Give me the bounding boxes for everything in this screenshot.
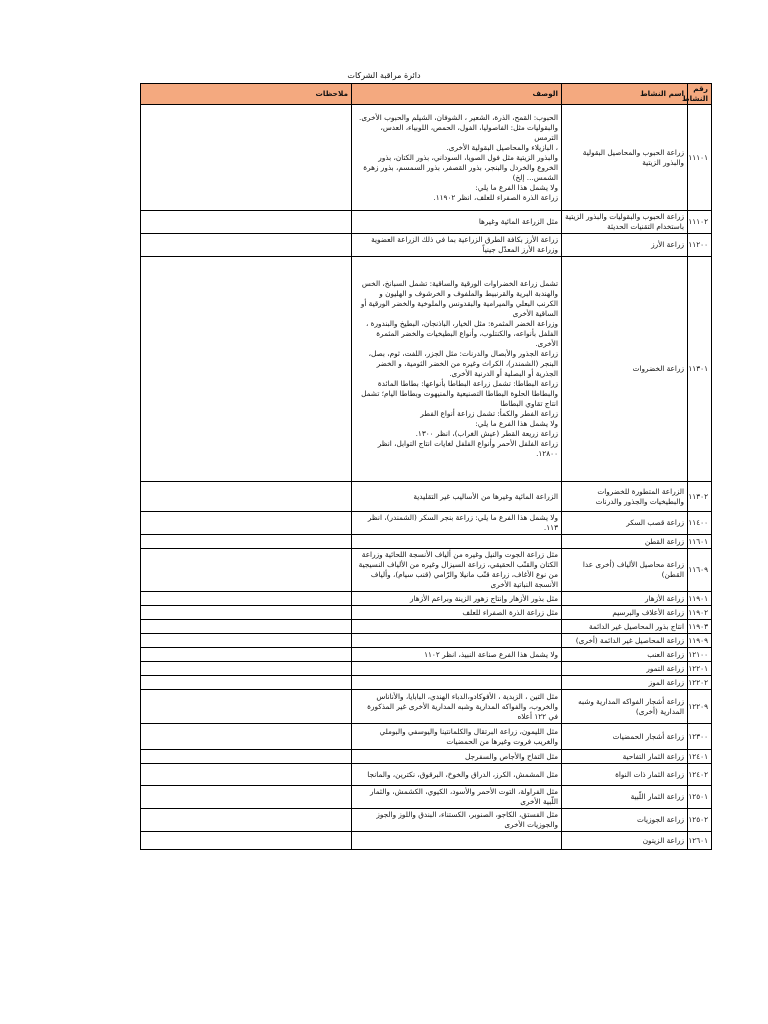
activity-name: زراعة الأعلاف والبرسيم — [562, 606, 688, 620]
activity-name: زراعة الجوزيات — [562, 809, 688, 832]
table-row — [141, 234, 712, 257]
activity-name: زراعة التمور — [562, 662, 688, 676]
description-line: مثل المشمش، الكرز، الدراق والخوخ، البرقوق، نكترين، والمانجا — [367, 769, 558, 779]
activity-code: ١٢٢٠٢ — [688, 676, 712, 690]
table-row — [141, 662, 712, 676]
activity-code: ١٢٥٠٢ — [688, 809, 712, 832]
description-line: الخروع والخردل والبنجر، بذور القصفر، بذور السمسم، بذور زهرة — [363, 162, 558, 172]
description-line: الحبوب: القمح، الذرة، الشعير ، الشوفان، الشيلم والحبوب الأخرى. — [359, 112, 558, 122]
activity-code: ١٢٦٠١ — [688, 832, 712, 850]
activity-name: زراعة قصب السكر — [562, 512, 688, 535]
description-line: مثل زراعة الذرة الصفراء للعلف — [462, 607, 558, 617]
description-line: ولا يشمل هذا الفرع ما يلي: زراعة بنجر السكر (الشمندر)، انظر — [367, 513, 558, 522]
activity-name: انتاج بذور المحاصيل غير الدائمة — [562, 620, 688, 634]
description-line: مثل التفاح والأجاص والسفرجل — [465, 751, 558, 761]
table-row — [141, 606, 712, 620]
activity-description — [352, 549, 562, 592]
description-line: تشمل زراعة الخضراوات الورقية والساقية: تشمل السبانخ، الخس — [361, 279, 558, 288]
description-line: ولا يشمل هذا الفرع صناعة النبيذ، انظر ١١٠٢ — [424, 649, 558, 659]
activity-description — [352, 690, 562, 724]
activity-description — [352, 535, 562, 549]
description-line: الكرنب البعلي والميرامية والبقدونس والملوخية والخضر الورقية أو — [360, 299, 558, 308]
activity-notes — [141, 257, 352, 482]
table-row — [141, 676, 712, 690]
description-line: والخروب، والفواكه المدارية وشبه المدارية الأخرى غير المذكورة — [367, 701, 558, 711]
description-line: الزراعة المائية وغيرها من الأساليب غير التقليدية — [413, 491, 558, 501]
activity-code: ١٢٢٠٩ — [688, 690, 712, 724]
description-line: والغريب فروت وغيرها من الحمضيات — [446, 736, 558, 746]
description-line: ولا يشمل هذا الفرع ما يلي: — [475, 419, 558, 428]
table-row — [141, 535, 712, 549]
activity-description — [352, 257, 562, 482]
description-line: زراعة الأرز بكافة الطرق الزراعية بما في ذلك الزراعة العضوية — [371, 235, 558, 244]
description-line: البنجر (الشمندر)، الكراث وغيره من الخضر الثومية، و الخضر — [376, 359, 558, 368]
description-line: من نوع الأغاف، زراعة قنّب مانيلا والرّامي (قنب سيام)، وألياف — [370, 570, 558, 579]
activity-description — [352, 724, 562, 750]
activity-name: زراعة الأزهار — [562, 592, 688, 606]
description-line: والجوزيات الأخرى — [504, 820, 558, 829]
description-line: في ١٢٢ أعلاه — [517, 711, 558, 721]
activity-description — [352, 662, 562, 676]
description-line: مثل الليمون، زراعة البرتقال والكلمانتينا واليوسفي والبوملي — [379, 726, 558, 736]
description-line: مثل الفراولة، التوت الأحمر والأسود، الكيوي، الكشمش، والثمار — [369, 787, 558, 796]
description-line: الساقية الأخرى — [512, 309, 558, 318]
activity-code: ١١١٠٢ — [688, 211, 712, 234]
activity-description — [352, 620, 562, 634]
activity-code: ١١٩٠٢ — [688, 606, 712, 620]
activity-description — [352, 606, 562, 620]
description-line: والبذور الزيتية مثل فول الصويا، السوداني، بذور الكتان، بذور — [378, 152, 558, 162]
table-row — [141, 724, 712, 750]
description-line: مثل بذور الأزهار وإنتاج زهور الزينة وبراعم الأزهار — [409, 593, 558, 603]
description-line: مثل زراعة الجوت والنيل وغيره من ألياف الأنسجة اللحائية وزراعة — [361, 550, 558, 559]
activity-notes — [141, 620, 352, 634]
description-line: مثل الفستق، الكاجو، الصنوبر، الكستناء، البندق واللوز والجوز — [376, 810, 558, 819]
activity-description — [352, 764, 562, 786]
activity-description — [352, 592, 562, 606]
activity-description — [352, 648, 562, 662]
activity-code: ١١٩٠٣ — [688, 620, 712, 634]
activity-notes — [141, 634, 352, 648]
activity-notes — [141, 786, 352, 809]
activity-code: ١٢٤٠١ — [688, 750, 712, 764]
activity-name: زراعة القطن — [562, 535, 688, 549]
table-row — [141, 105, 712, 211]
description-line: والبقوليات مثل: الفاصوليا، الفول، الحمص، اللوبياء، العدس، الترمس — [380, 122, 558, 142]
description-line: ، البازيلاء والمحاصيل البقولية الأخرى. — [446, 142, 558, 152]
activity-description — [352, 786, 562, 809]
activity-notes — [141, 549, 352, 592]
description-line: ١١٣. — [543, 523, 558, 532]
activity-notes — [141, 832, 352, 850]
activity-code: ١٢٢٠١ — [688, 662, 712, 676]
activity-notes — [141, 482, 352, 512]
description-line: الأخرى. — [535, 339, 558, 348]
document-title: دائرة مراقبة الشركات — [347, 71, 421, 80]
description-line: اللّبية الأخرى — [520, 797, 558, 806]
description-line: زراعة الفطر والكمأ: تشمل زراعة أنواع الفطر — [420, 409, 558, 418]
description-line: زراعة الفلفل الأحمر وأنواع الفلفل لغايات انتاج التوابل، انظر ١٢٨٠٠. — [377, 439, 558, 458]
activity-name: زراعة العنب — [562, 648, 688, 662]
activity-name: زراعة المحاصيل غير الدائمة (أخرى) — [562, 634, 688, 648]
activity-notes — [141, 648, 352, 662]
activity-notes — [141, 105, 352, 211]
description-line: وزراعة الخضر المثمرة: مثل الخيار، الباذنجان، البطيخ والبندورة ، — [365, 319, 558, 328]
table-row — [141, 634, 712, 648]
description-line: انتاج تقاوي البطاطا — [500, 399, 558, 408]
activity-description — [352, 512, 562, 535]
activity-notes — [141, 592, 352, 606]
activity-description — [352, 211, 562, 234]
activity-notes — [141, 606, 352, 620]
table-row — [141, 832, 712, 850]
table-row — [141, 482, 712, 512]
activity-notes — [141, 809, 352, 832]
description-line: ولا يشمل هذا الفرع ما يلي: — [475, 182, 558, 192]
description-line: والهندبة البرية والقرنبيط والملفوف و الخرشوف و الهليون و — [379, 289, 558, 298]
table-row — [141, 211, 712, 234]
table-row — [141, 512, 712, 535]
activity-code: ١١٩٠٩ — [688, 634, 712, 648]
header-name: اسم النشاط — [562, 84, 688, 105]
description-line: زراعة زريعة القطر (عيش الغراب)، انظر ١٣٠٠. — [415, 429, 558, 438]
description-line: الأنسجة النباتية الأخرى — [490, 580, 558, 589]
table-row — [141, 809, 712, 832]
activity-code: ١١٩٠١ — [688, 592, 712, 606]
activity-notes — [141, 750, 352, 764]
activity-notes — [141, 662, 352, 676]
activity-name: زراعة الخضروات — [562, 257, 688, 482]
description-line: الكتان والقنّب الحقيقي، زراعة السيزال وغيره من الألياف النسيجية — [358, 560, 558, 569]
activity-code: ١٢٤٠٢ — [688, 764, 712, 786]
activity-notes — [141, 690, 352, 724]
activity-code: ١٢١٠٠ — [688, 648, 712, 662]
table-row — [141, 750, 712, 764]
activity-name: زراعة الثمار ذات النواة — [562, 764, 688, 786]
table-row — [141, 620, 712, 634]
description-line: والبطاطا الحلوة البطاطا التصنيعية والمنيهوت وبطاطا اليام؛ تشمل — [361, 389, 558, 398]
header-code: رقم النشاط — [688, 84, 712, 105]
description-line: الفلفل بأنواعه، والكنتلوب، وأنواع البطيخيات والخضر المثمرة — [376, 329, 558, 338]
table-body — [141, 105, 712, 850]
activity-notes — [141, 535, 352, 549]
activity-description — [352, 676, 562, 690]
table-row — [141, 592, 712, 606]
activity-notes — [141, 512, 352, 535]
activity-code: ١١٣٠٢ — [688, 482, 712, 512]
activity-name: زراعة محاصيل الألياف (أخرى عدا القطن) — [562, 549, 688, 592]
activity-name: زراعة الزيتون — [562, 832, 688, 850]
activity-notes — [141, 724, 352, 750]
table-row — [141, 786, 712, 809]
description-line: وزراعة الأرز المعدّل جينياً — [482, 245, 558, 254]
description-line: الشمس... إلخ) — [512, 172, 558, 182]
activity-name: زراعة الحبوب والبقوليات والبذور الزيتية باستخدام التقنيات الحديثة — [562, 211, 688, 234]
activity-code: ١١٤٠٠ — [688, 512, 712, 535]
activity-code: ١١٣٠١ — [688, 257, 712, 482]
table-row — [141, 648, 712, 662]
activities-table — [140, 83, 712, 850]
activity-name: زراعة أشجار الحمضيات — [562, 724, 688, 750]
activity-description — [352, 234, 562, 257]
activity-name: زراعة الأرز — [562, 234, 688, 257]
activity-code: ١١٦٠١ — [688, 535, 712, 549]
activity-description — [352, 105, 562, 211]
activity-description — [352, 832, 562, 850]
activity-description — [352, 750, 562, 764]
activity-name: زراعة الموز — [562, 676, 688, 690]
table-row — [141, 690, 712, 724]
activity-notes — [141, 234, 352, 257]
activity-code: ١٢٥٠١ — [688, 786, 712, 809]
header-description: الوصف — [352, 84, 562, 105]
description-line: زراعة البطاطا: تشمل زراعة البطاطا بأنواعها: بطاطا المائدة — [377, 379, 558, 388]
description-line: مثل التين ، الزبدية ، الأفوكادو،الدباء الهندي، البابايا، والأناناس — [376, 691, 558, 701]
header-notes: ملاحظات — [141, 84, 352, 105]
activity-code: ١١٢٠٠ — [688, 234, 712, 257]
description-line: زراعة الجذور والأبصال والدرنات: مثل الجزر، اللفت، ثوم، بصل، — [368, 349, 558, 358]
activity-notes — [141, 676, 352, 690]
activity-code: ١١٦٠٩ — [688, 549, 712, 592]
description-line: الجذرية أو البصلية أو الدرنية الأخرى. — [449, 369, 558, 378]
table-row — [141, 764, 712, 786]
activity-description — [352, 634, 562, 648]
activity-code: ١١١٠١ — [688, 105, 712, 211]
activity-code: ١٢٣٠٠ — [688, 724, 712, 750]
activity-notes — [141, 211, 352, 234]
activity-name: زراعة الثمار اللّبية — [562, 786, 688, 809]
table-row — [141, 549, 712, 592]
activity-name: زراعة أشجار الفواكه المدارية وشبه المدارية (أخرى) — [562, 690, 688, 724]
description-line: زراعة الذرة الصفراء للعلف، انظر ١١٩٠٢. — [433, 192, 558, 202]
activity-description — [352, 809, 562, 832]
description-line: مثل الزراعة المائية وغيرها — [478, 217, 558, 226]
activity-name: الزراعة المتطورة للخضروات والبطيخيات والجذور والدرنات — [562, 482, 688, 512]
activity-description — [352, 482, 562, 512]
activity-name: زراعة الثمار التفاحية — [562, 750, 688, 764]
activity-name: زراعة الحبوب والمحاصيل البقولية والبذور الزيتية — [562, 105, 688, 211]
table-row — [141, 257, 712, 482]
table-header-row — [141, 84, 712, 105]
activity-notes — [141, 764, 352, 786]
